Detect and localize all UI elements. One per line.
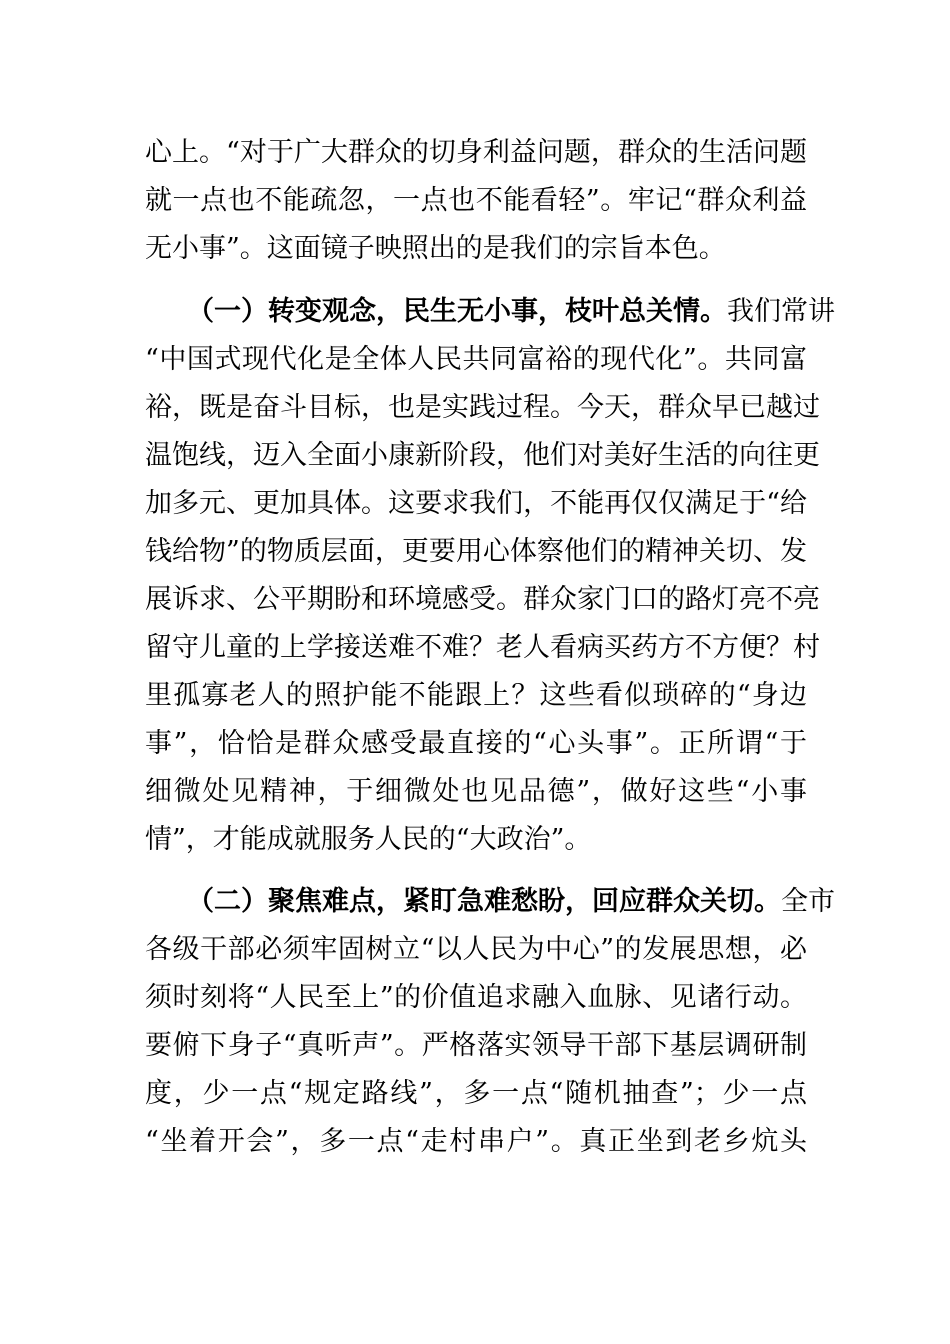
section-1-line-12: 情”，才能成就服务人民的“大政治”。 xyxy=(145,824,592,855)
paragraph-intro-line-3: 无小事”。这面镜子映照出的是我们的宗旨本色。 xyxy=(145,233,726,264)
section-2-line-3: 须时刻将“人民至上”的价值追求融入血脉、见诸行动。 xyxy=(145,982,807,1013)
section-1-line-6: 钱给物”的物质层面，更要用心体察他们的精神关切、发 xyxy=(145,536,807,567)
section-2-line-4: 要俯下身子“真听声”。严格落实领导干部下基层调研制 xyxy=(145,1030,807,1061)
section-1-line-2: “中国式现代化是全体人民共同富裕的现代化”。共同富 xyxy=(145,344,807,375)
section-1-heading: （一）转变观念，民生无小事，枝叶总关情。 xyxy=(187,296,727,327)
section-2-heading: （二）聚焦难点，紧盯急难愁盼，回应群众关切。 xyxy=(187,886,781,917)
section-1-first-line xyxy=(187,290,835,334)
section-2-first-line-rest: 全市 xyxy=(781,886,835,917)
section-1-first-line-rest: 我们常讲 xyxy=(727,296,835,327)
section-1-line-3: 裕，既是奋斗目标，也是实践过程。今天，群众早已越过 xyxy=(145,392,820,423)
section-1-line-9: 里孤寡老人的照护能不能跟上？这些看似琐碎的“身边 xyxy=(145,680,807,711)
section-1-line-7: 展诉求、公平期盼和环境感受。群众家门口的路灯亮不亮 xyxy=(145,584,820,615)
paragraph-intro-line-2: 就一点也不能疏忽，一点也不能看轻”。牢记“群众利益 xyxy=(145,185,807,216)
section-1-line-11: 细微处见精神，于细微处也见品德”，做好这些“小事 xyxy=(145,776,807,807)
section-2-line-5: 度，少一点“规定路线”，多一点“随机抽查”；少一点 xyxy=(145,1078,807,1109)
section-1-line-8: 留守儿童的上学接送难不难？老人看病买药方不方便？村 xyxy=(145,632,820,663)
section-2-line-6: “坐着开会”，多一点“走村串户”。真正坐到老乡炕头 xyxy=(145,1126,807,1157)
section-2-first-line xyxy=(187,880,835,924)
section-1-line-4: 温饱线，迈入全面小康新阶段，他们对美好生活的向往更 xyxy=(145,440,820,471)
section-2-line-2: 各级干部必须牢固树立“以人民为中心”的发展思想，必 xyxy=(145,934,807,965)
paragraph-intro-line-1: 心上。“对于广大群众的切身利益问题，群众的生活问题 xyxy=(145,137,807,168)
section-1-line-10: 事”，恰恰是群众感受最直接的“心头事”。正所谓“于 xyxy=(145,728,807,759)
section-1-line-5: 加多元、更加具体。这要求我们，不能再仅仅满足于“给 xyxy=(145,488,807,519)
